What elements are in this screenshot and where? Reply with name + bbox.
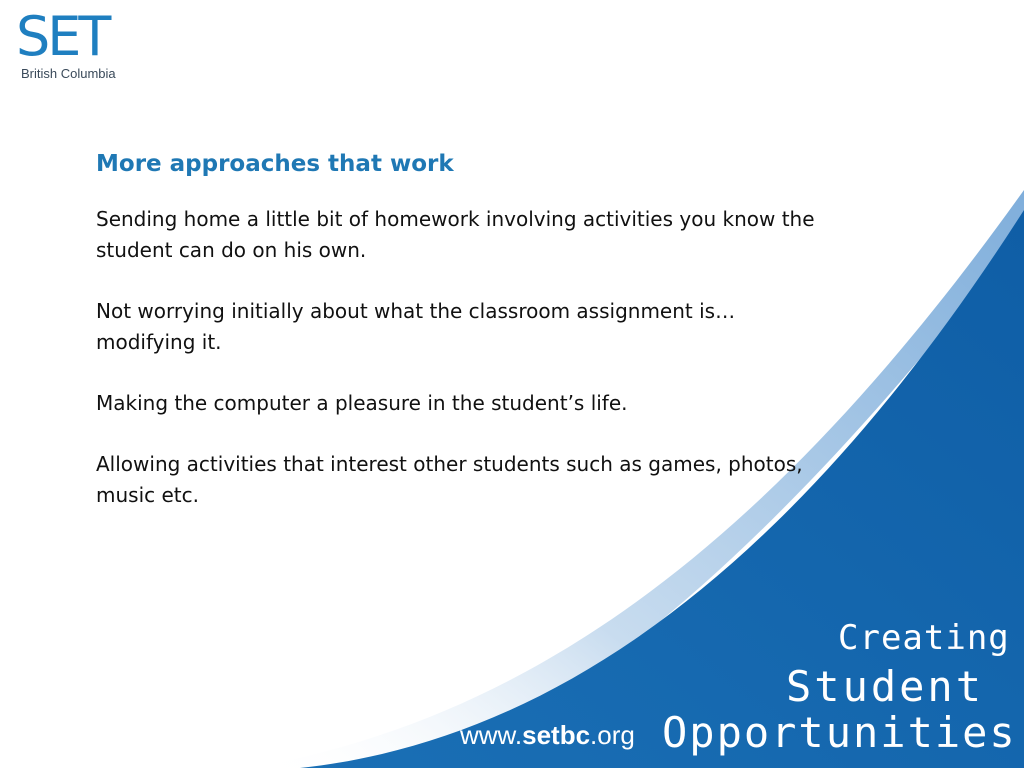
website-url — [460, 720, 635, 751]
website-prefix: www. — [460, 720, 523, 750]
paragraph-3: Making the computer a pleasure in the student’s life. — [96, 391, 628, 415]
slide-title: More approaches that work — [96, 151, 454, 177]
logo-subtitle: British Columbia — [21, 66, 116, 81]
tagline-opportunities: Opportunities — [662, 708, 1017, 757]
tagline — [640, 612, 1020, 762]
paragraph-1: Sending home a little bit of homework involving activities you know the student can do on his own. — [96, 207, 815, 262]
logo-mark: SET — [16, 5, 109, 68]
tagline-creating: Creating — [838, 618, 1010, 658]
set-bc-logo — [16, 5, 136, 88]
website-domain: setbc — [522, 720, 591, 750]
slide-content — [96, 146, 816, 541]
paragraph-4: Allowing activities that interest other students such as games, photos, music etc. — [96, 452, 803, 507]
tagline-student: Student — [786, 662, 985, 711]
website-suffix: .org — [590, 720, 635, 750]
paragraph-2: Not worrying initially about what the classroom assignment is…modifying it. — [96, 299, 736, 354]
